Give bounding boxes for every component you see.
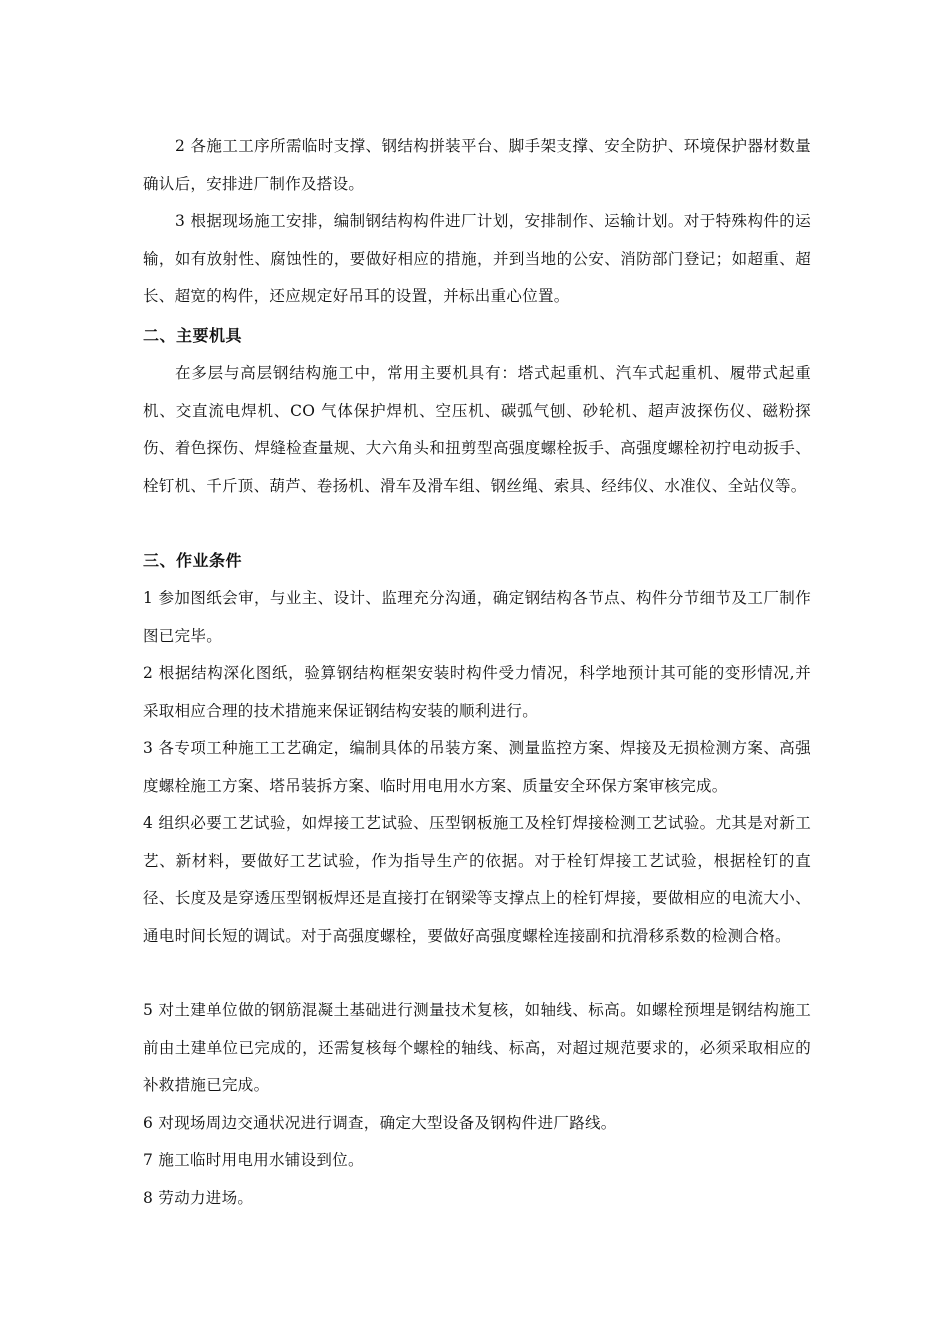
paragraph-2: 2 各施工工序所需临时支撑、钢结构拼装平台、脚手架支撑、安全防护、环境保护器材数量确认后，安排进厂制作及搭设。: [143, 137, 811, 193]
condition-item-3: 3 各专项工种施工工艺确定，编制具体的吊装方案、测量监控方案、焊接及无损检测方案、高强度螺栓施工方案、塔吊装拆方案、临时用电用水方案、质量安全环保方案审核完成。: [143, 739, 811, 795]
condition-item-6: 6 对现场周边交通状况进行调查，确定大型设备及钢构件进厂路线。: [143, 1114, 617, 1132]
condition-item-2: 2 根据结构深化图纸，验算钢结构框架安装时构件受力情况，科学地预计其可能的变形情况,并采取相应合理的技术措施来保证钢结构安装的顺利进行。: [143, 664, 811, 720]
section-heading-conditions: 三、作业条件: [143, 551, 243, 570]
section-heading-equipment: 二、主要机具: [143, 326, 243, 345]
condition-item-5: 5 对土建单位做的钢筋混凝土基础进行测量技术复核，如轴线、标高。如螺栓预埋是钢结构施工前由土建单位已完成的，还需复核每个螺栓的轴线、标高，对超过规范要求的，必须采取相应的补救措施已完成。: [143, 1001, 811, 1094]
condition-item-8: 8 劳动力进场。: [143, 1189, 254, 1207]
condition-item-1: 1 参加图纸会审，与业主、设计、监理充分沟通，确定钢结构各节点、构件分节细节及工厂制作图已完毕。: [143, 589, 811, 645]
condition-item-7: 7 施工临时用电用水铺设到位。: [143, 1151, 364, 1169]
paragraph-3: 3 根据现场施工安排，编制钢结构构件进厂计划，安排制作、运输计划。对于特殊构件的运输，如有放射性、腐蚀性的，要做好相应的措施，并到当地的公安、消防部门登记；如超重、超长、超宽的构件，还应规定好吊耳的设置，并标出重心位置。: [143, 212, 811, 305]
equipment-paragraph: 在多层与高层钢结构施工中，常用主要机具有：塔式起重机、汽车式起重机、履带式起重机、交直流电焊机、CO 气体保护焊机、空压机、碳弧气刨、砂轮机、超声波探伤仪、磁粉探伤、着色探伤、焊缝检查量规、大六角头和扭剪型高强度螺栓扳手、高强度螺栓初拧电动扳手、栓钉机、千斤顶、葫芦、卷扬机、滑车及滑车组、钢丝绳、索具、经纬仪、水准仪、全站仪等。: [143, 364, 811, 495]
condition-item-4: 4 组织必要工艺试验，如焊接工艺试验、压型钢板施工及栓钉焊接检测工艺试验。尤其是对新工艺、新材料，要做好工艺试验，作为指导生产的依据。对于栓钉焊接工艺试验，根据栓钉的直径、长度及是穿透压型钢板焊还是直接打在钢梁等支撑点上的栓钉焊接，要做相应的电流大小、通电时间长短的调试。对于高强度螺栓，要做好高强度螺栓连接副和抗滑移系数的检测合格。: [143, 814, 811, 945]
